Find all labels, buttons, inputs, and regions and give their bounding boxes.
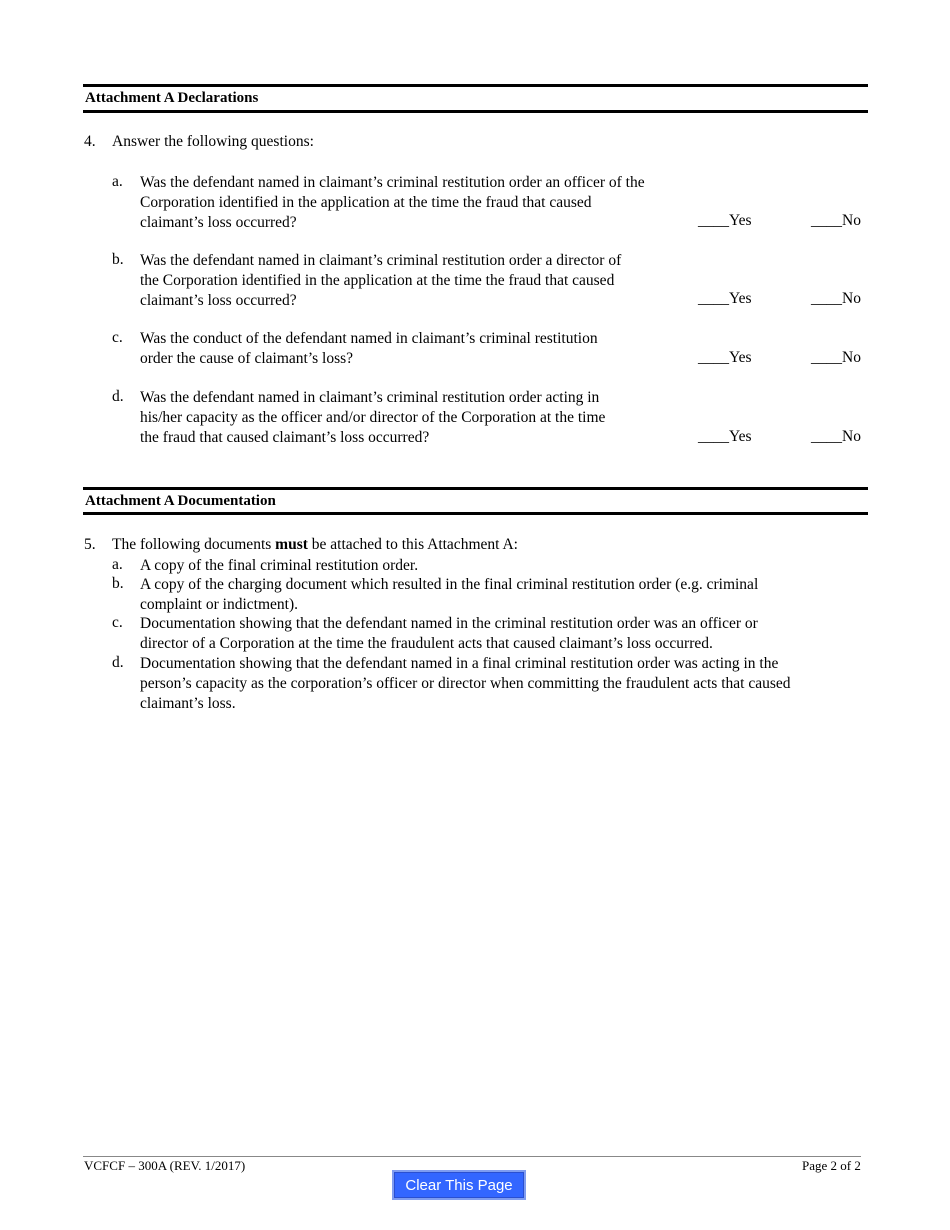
intro-text: be attached to this Attachment A:	[307, 536, 518, 553]
doc-line: claimant’s loss.	[140, 694, 236, 712]
item-number: 5.	[84, 536, 96, 553]
yes-blank[interactable]: ____Yes	[698, 212, 752, 229]
question-text	[140, 329, 598, 369]
doc-line: A copy of the final criminal restitution order.	[140, 557, 419, 574]
doc-item-b	[140, 575, 758, 615]
clear-page-button[interactable]: Clear This Page	[392, 1170, 526, 1200]
doc-letter: a.	[112, 556, 123, 573]
form-id: VCFCF – 300A (REV. 1/2017)	[84, 1158, 246, 1173]
question-letter: a.	[112, 173, 123, 190]
section-rule-bottom	[83, 110, 868, 113]
question-line: the fraud that caused claimant’s loss occurred?	[140, 428, 430, 446]
doc-item-d	[140, 654, 791, 713]
documentation-intro	[112, 536, 518, 554]
documentation-title: Attachment A Documentation	[85, 493, 276, 509]
question-letter: c.	[112, 329, 123, 346]
item-number: 4.	[84, 133, 96, 150]
no-blank[interactable]: ____No	[811, 290, 861, 307]
question-line: order the cause of claimant’s loss?	[140, 349, 354, 367]
yes-blank[interactable]: ____Yes	[698, 290, 752, 307]
doc-letter: b.	[112, 575, 124, 592]
section-rule-top	[83, 84, 868, 87]
yes-blank[interactable]: ____Yes	[698, 428, 752, 445]
question-line: Was the conduct of the defendant named in claimant’s criminal restitution	[140, 330, 598, 347]
intro-emphasis: must	[275, 536, 308, 553]
question-letter: d.	[112, 388, 124, 405]
doc-line: director of a Corporation at the time the fraudulent acts that caused claimant’s loss occurred.	[140, 634, 713, 652]
question-text	[140, 173, 645, 232]
intro-text: The following documents	[112, 536, 276, 553]
doc-line: Documentation showing that the defendant named in a final criminal restitution order was acting in the	[140, 655, 779, 672]
no-blank[interactable]: ____No	[811, 428, 861, 445]
doc-item-c	[140, 614, 758, 654]
question-text	[140, 388, 605, 447]
question-line: claimant’s loss occurred?	[140, 291, 297, 309]
question-line: Was the defendant named in claimant’s criminal restitution order a director of	[140, 252, 622, 269]
doc-letter: c.	[112, 614, 123, 631]
question-line: his/her capacity as the officer and/or director of the Corporation at the time	[140, 408, 606, 426]
question-line: the Corporation identified in the application at the time the fraud that caused	[140, 271, 615, 289]
page-number: Page 2 of 2	[802, 1158, 861, 1173]
question-letter: b.	[112, 251, 124, 268]
doc-line: Documentation showing that the defendant named in the criminal restitution order was an officer or	[140, 615, 758, 632]
section-rule-bottom	[83, 512, 868, 515]
section-rule-top	[83, 487, 868, 490]
question-line: Was the defendant named in claimant’s criminal restitution order acting in	[140, 389, 600, 406]
question-line: Corporation identified in the application at the time the fraud that caused	[140, 193, 592, 211]
declarations-intro: Answer the following questions:	[112, 133, 314, 150]
doc-item-a	[140, 556, 418, 576]
question-text	[140, 251, 621, 310]
doc-line: A copy of the charging document which resulted in the final criminal restitution order (e.g. criminal	[140, 576, 759, 593]
doc-line: complaint or indictment).	[140, 595, 298, 613]
no-blank[interactable]: ____No	[811, 212, 861, 229]
footer-rule	[83, 1156, 861, 1157]
no-blank[interactable]: ____No	[811, 349, 861, 366]
doc-line: person’s capacity as the corporation’s officer or director when committing the fraudulent acts that caused	[140, 674, 791, 692]
doc-letter: d.	[112, 654, 124, 671]
question-line: Was the defendant named in claimant’s criminal restitution order an officer of the	[140, 174, 645, 191]
declarations-title: Attachment A Declarations	[85, 90, 259, 106]
yes-blank[interactable]: ____Yes	[698, 349, 752, 366]
question-line: claimant’s loss occurred?	[140, 213, 297, 231]
